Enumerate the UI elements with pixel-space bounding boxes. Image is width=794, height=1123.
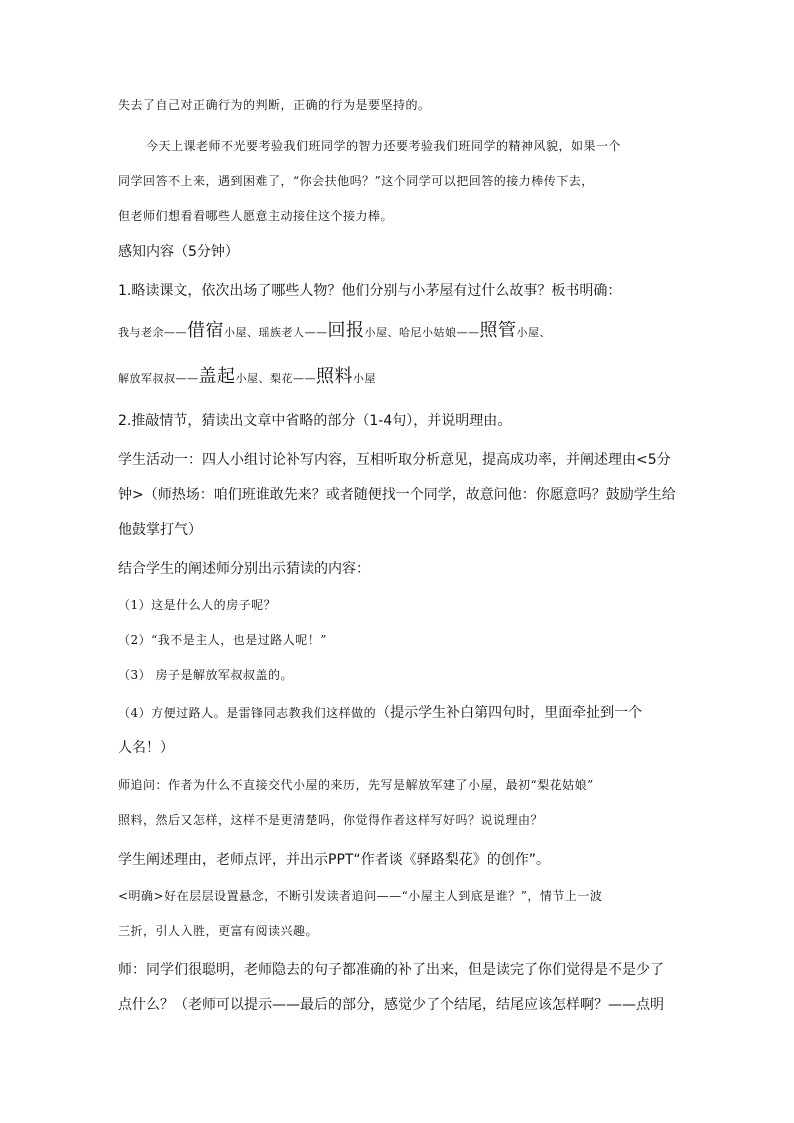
text-line: <明确>好在层层设置悬念，不断引发读者追问——“小屋主人到底是谁？”，情节上一波 bbox=[118, 889, 603, 903]
text-line: 今天上课老师不光要考验我们班同学的智力还要考验我们班同学的精神风貌，如果一个 bbox=[146, 139, 622, 153]
board-keyword: 借宿 bbox=[187, 320, 224, 341]
text-line: 三折，引人入胜，更富有阅读兴趣。 bbox=[118, 924, 319, 938]
board-text: 小屋、瑶族老人—— bbox=[224, 326, 328, 339]
text-line: 失去了自己对正确行为的判断，正确的行为是要坚持的。 bbox=[118, 98, 431, 112]
board-text: 小屋 bbox=[353, 372, 376, 385]
text-line: 学生活动一：四人小组讨论补写内容，互相听取分析意见，提高成功率，并阐述理由<5分 bbox=[118, 452, 671, 468]
board-text: 小屋、哈尼小姑娘—— bbox=[364, 326, 480, 339]
text-line: 照料，然后又怎样，这样不是更清楚吗，你觉得作者这样写好吗？说说理由？ bbox=[118, 813, 544, 827]
board-keyword: 照管 bbox=[479, 320, 517, 341]
list-item: （1）这是什么人的房子呢？ bbox=[118, 598, 277, 612]
text-line: 钟>（师热场：咱们班谁敢先来？或者随便找一个同学，故意问他：你愿意吗？鼓励学生给 bbox=[118, 487, 676, 503]
board-keyword: 回报 bbox=[327, 320, 365, 341]
text-line: 同学回答不上来，遇到困难了，“你会扶他吗？”这个同学可以把回答的接力棒传下去， bbox=[118, 174, 594, 188]
list-item bbox=[118, 702, 642, 722]
board-text: 我与老余—— bbox=[118, 326, 187, 339]
text-line: 他鼓掌打气） bbox=[118, 522, 202, 538]
text-line: 2.推敲情节，猜读出文章中省略的部分（1-4句），并说明理由。 bbox=[118, 413, 512, 429]
board-notes-line bbox=[118, 362, 376, 388]
list-item-hint: （提示学生补白第四句时，里面牵扯到一个 bbox=[376, 705, 643, 721]
list-item: （3） 房子是解放军叔叔盖的。 bbox=[118, 668, 293, 682]
board-text: 小屋、梨花—— bbox=[235, 372, 316, 385]
text-line: 1.略读课文，依次出场了哪些人物？他们分别与小茅屋有过什么故事？板书明确： bbox=[118, 283, 622, 299]
section-heading: 感知内容（5分钟） bbox=[118, 244, 239, 260]
board-text: 解放军叔叔—— bbox=[118, 372, 199, 385]
text-line: 学生阐述理由，老师点评，并出示PPT“作者谈《驿路梨花》的创作”。 bbox=[118, 852, 550, 868]
board-keyword: 盖起 bbox=[198, 366, 236, 387]
text-line: 结合学生的阐述师分别出示猜读的内容： bbox=[118, 561, 370, 577]
board-notes-line bbox=[118, 316, 551, 342]
text-line: 但老师们想看看哪些人愿意主动接住这个接力棒。 bbox=[118, 209, 394, 223]
list-item: （2）“我不是主人，也是过路人呢！” bbox=[118, 633, 327, 647]
text-line: 师追问：作者为什么不直接交代小屋的来历，先写是解放军建了小屋，最初“梨花姑娘” bbox=[118, 778, 594, 792]
text-line: 点什么？（老师可以提示——最后的部分，感觉少了个结尾，结尾应该怎样啊？——点明 bbox=[118, 997, 664, 1013]
text-line: 人名！） bbox=[118, 740, 174, 756]
text-line: 师：同学们很聪明，老师隐去的句子都准确的补了出来，但是读完了你们觉得是不是少了 bbox=[118, 962, 664, 978]
board-text: 小屋、 bbox=[516, 326, 551, 339]
board-keyword: 照料 bbox=[316, 366, 353, 387]
list-item-text: （4）方便过路人。是雷锋同志教我们这样做的 bbox=[118, 706, 377, 720]
